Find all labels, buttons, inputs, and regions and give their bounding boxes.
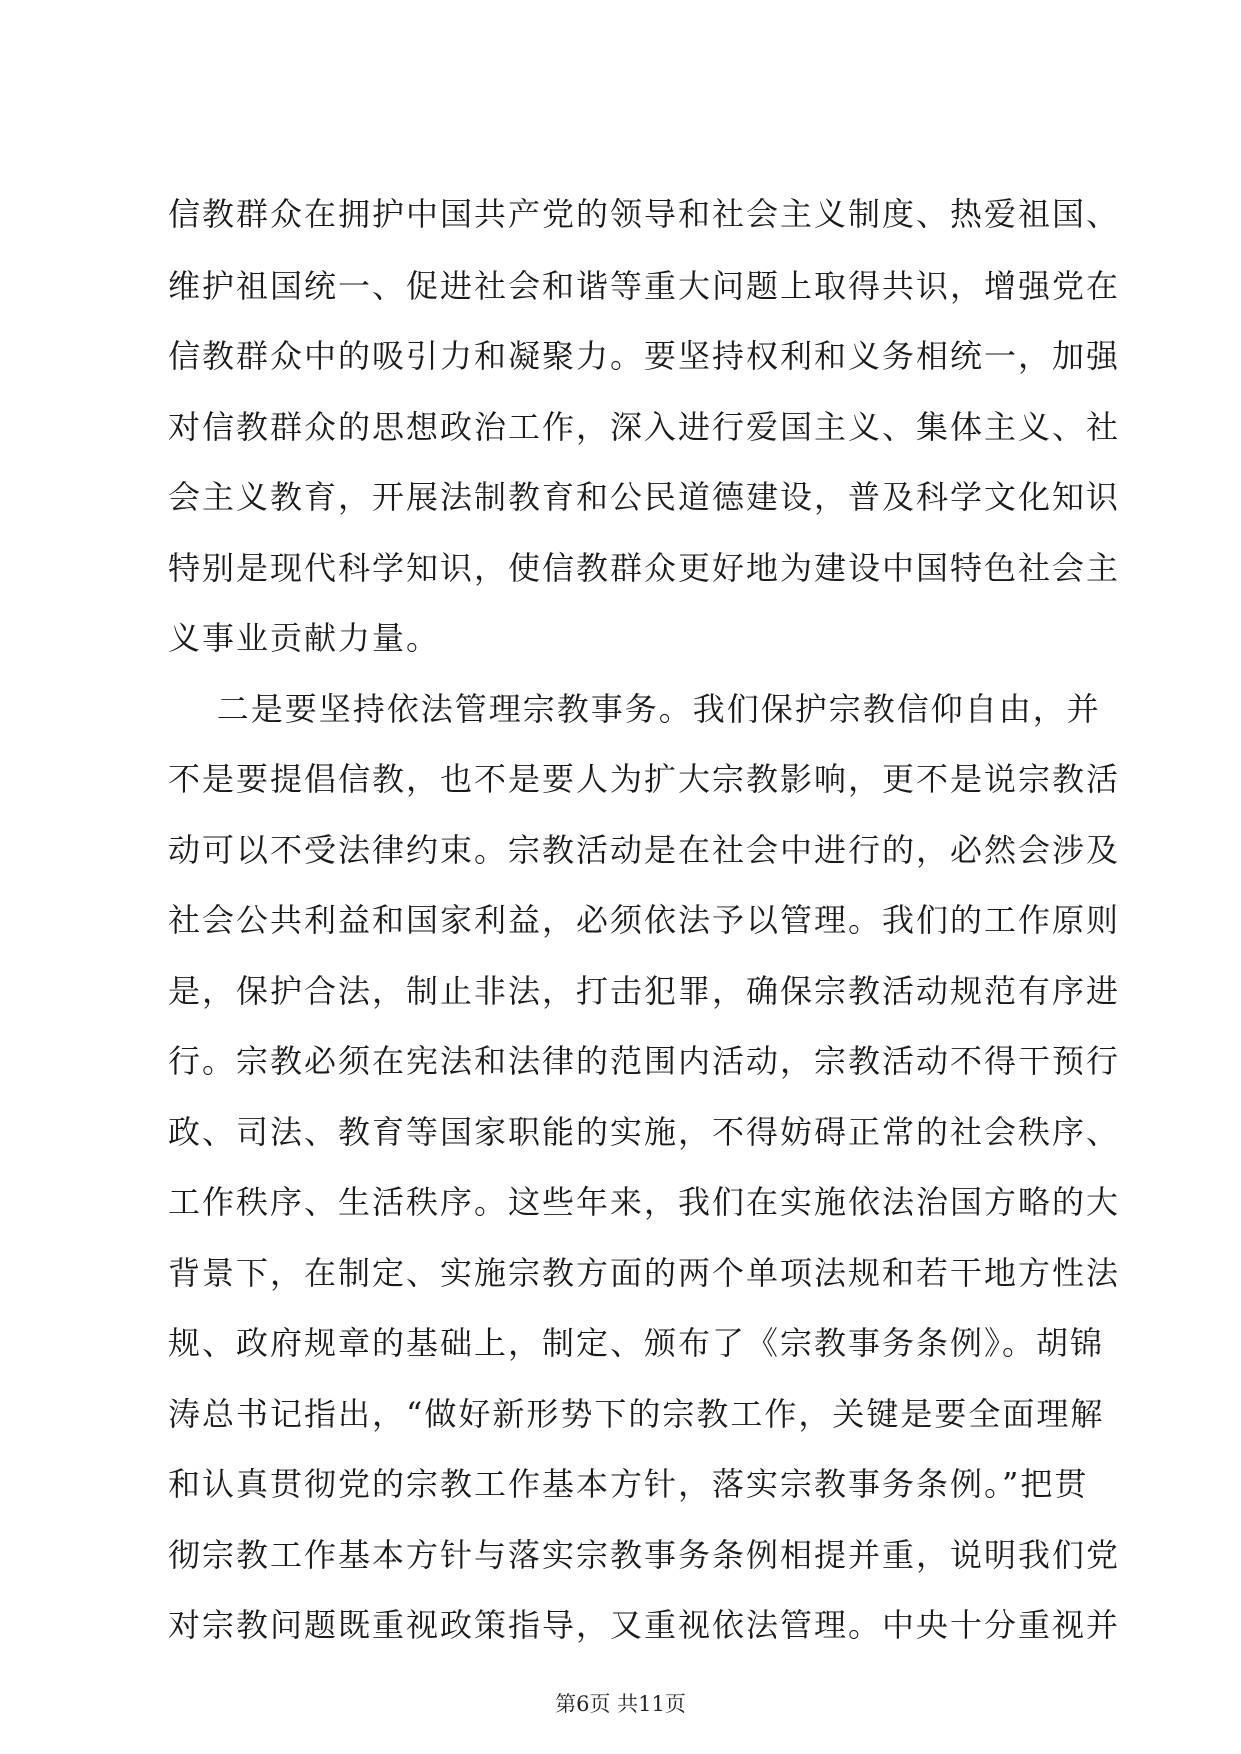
body-text-line: 和认真贯彻党的宗教工作基本方针，落实宗教事务条例。”把贯 (168, 1465, 1089, 1503)
body-text-line: 动可以不受法律约束。宗教活动是在社会中进行的，必然会涉及 (168, 831, 1121, 869)
body-text-line: 政、司法、教育等国家职能的实施，不得妨碍正常的社会秩序、 (168, 1113, 1121, 1151)
page-number-footer: 第6页 共11页 (555, 1692, 686, 1716)
body-text-line: 背景下，在制定、实施宗教方面的两个单项法规和若干地方性法 (168, 1254, 1121, 1292)
body-text-line: 规、政府规章的基础上，制定、颁布了《宗教事务条例》。胡锦 (168, 1324, 1105, 1362)
body-text-line: 义事业贡献力量。 (168, 619, 441, 657)
body-text-line: 会主义教育，开展法制教育和公民道德建设，普及科学文化知识 (168, 478, 1121, 516)
paragraph-start-line: 二是要坚持依法管理宗教事务。我们保护宗教信仰自由，并 (168, 690, 1101, 728)
body-text-line: 不是要提倡信教，也不是要人为扩大宗教影响，更不是说宗教活 (168, 760, 1121, 798)
body-text-line: 对宗教问题既重视政策指导，又重视依法管理。中央十分重视并 (168, 1606, 1121, 1644)
body-text-line: 工作秩序、生活秩序。这些年来，我们在实施依法治国方略的大 (168, 1183, 1121, 1221)
body-text-line: 信教群众在拥护中国共产党的领导和社会主义制度、热爱祖国、 (168, 195, 1121, 233)
body-text-line: 社会公共利益和国家利益，必须依法予以管理。我们的工作原则 (168, 901, 1121, 939)
body-text-line: 信教群众中的吸引力和凝聚力。要坚持权利和义务相统一，加强 (168, 337, 1121, 375)
body-text-line: 涛总书记指出，“做好新形势下的宗教工作，关键是要全面理解 (168, 1395, 1105, 1433)
body-text-line: 维护祖国统一、促进社会和谐等重大问题上取得共识，增强党在 (168, 267, 1121, 305)
body-text-line: 对信教群众的思想政治工作，深入进行爱国主义、集体主义、社 (168, 408, 1121, 446)
body-text-line: 是，保护合法，制止非法，打击犯罪，确保宗教活动规范有序进 (168, 972, 1121, 1010)
body-text-line: 彻宗教工作基本方针与落实宗教事务条例相提并重，说明我们党 (168, 1536, 1121, 1574)
body-text-line: 行。宗教必须在宪法和法律的范围内活动，宗教活动不得干预行 (168, 1042, 1121, 1080)
body-text-line: 特别是现代科学知识，使信教群众更好地为建设中国特色社会主 (168, 549, 1121, 587)
